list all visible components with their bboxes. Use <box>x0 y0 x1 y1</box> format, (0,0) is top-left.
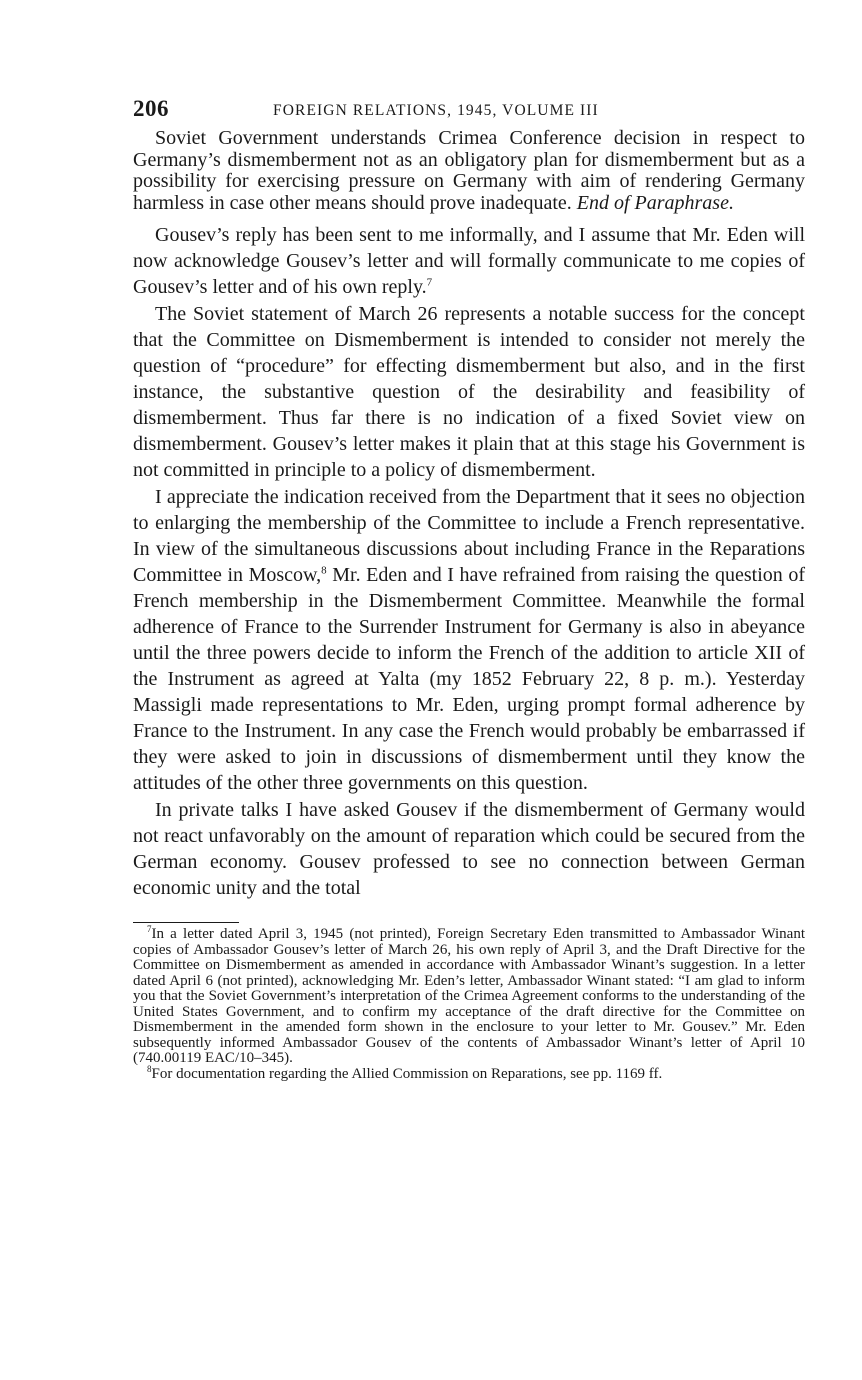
quoted-paraphrase <box>133 128 805 214</box>
footnotes <box>133 924 805 1082</box>
paragraph-text-continued: Mr. Eden and I have refrained from raising the question of French membership in the Dismemberment Committee. Meanwhile the formal adherence of France to the Surrender Instrument for Germany is also in abeyance until the three powers decide to inform the French of the addition to article XII of the Instrument as agreed at Yalta (my 1852 February 22, 8 p. m.). Yesterday Massigli made representations to Mr. Eden, urging prompt formal adherence by France to the Instrument. In any case the French would probably be embarrassed if they were asked to join in discussions of dismemberment until they know the attitudes of the other three governments on this question. <box>133 564 805 794</box>
paragraph-french-representative <box>133 484 805 796</box>
footnote-text: For documentation regarding the Allied Commission on Reparations, see pp. 1169 ff. <box>151 1065 663 1082</box>
footnote-7 <box>133 924 805 1067</box>
paragraph-text: Gousev’s reply has been sent to me informally, and I assume that Mr. Eden will now acknowledge Gousev’s letter and will formally communicate to me copies of Gousev’s letter and of his own reply. <box>133 224 805 298</box>
document-page <box>133 96 805 1082</box>
quote-text: Soviet Government understands Crimea Conference decision in respect to Germany’s dismemberment not as an obligatory plan for dismemberment but as a possibility for exercising pressure on Germany with aim of rendering Germany harmless in case other means should prove inadequate. <box>133 127 805 214</box>
paragraph-private-talks <box>133 797 805 901</box>
body-text <box>133 128 805 901</box>
footnote-mark: 8 <box>147 1063 152 1074</box>
end-of-paraphrase-marker: End of Paraphrase. <box>576 191 734 214</box>
footnote-8 <box>133 1063 805 1083</box>
running-title: FOREIGN RELATIONS, 1945, VOLUME III <box>273 102 599 119</box>
page-header <box>133 96 805 128</box>
paragraph-text: In private talks I have asked Gousev if the dismemberment of Germany would not react unfavorably on the amount of reparation which could be secured from the German economy. Gousev professed to see no connection between German economic unity and the total <box>133 799 805 899</box>
paragraph-gousev-reply <box>133 222 805 300</box>
paragraph-soviet-statement <box>133 301 805 483</box>
paragraph-text: I appreciate the indication received from the Department that it sees no objection to enlarging the membership of the Committee to include a French representative. In view of the simultaneous discussions about including France in the Reparations Committee in Moscow, <box>133 486 805 586</box>
footnote-mark: 7 <box>147 924 152 934</box>
footnote-divider <box>133 922 239 923</box>
footnote-reference: 8 <box>321 564 327 577</box>
page-number: 206 <box>133 96 169 121</box>
footnote-text: In a letter dated April 3, 1945 (not printed), Foreign Secretary Eden transmitted to Ambassador Winant copies of Ambassador Gousev’s letter of March 26, his own reply of April 3, and the Draft Directive for the Committee on Dismemberment as amended in accordance with Ambassador Winant’s suggestion. In a letter dated April 6 (not printed), acknowledging Mr. Eden’s letter, Ambassador Winant stated: “I am glad to inform you that the Soviet Government’s interpretation of the Crimea Agreement conforms to the understanding of the United States Government, and to confirm my acceptance of the draft directive for the Committee on Dismemberment in the amended form shown in the enclosure to your letter to Mr. Gousev.” Mr. Eden subsequently informed Ambassador Gousev of the contents of Ambassador Winant’s letter of April 10 (740.00119 EAC/10–345). <box>133 926 805 1066</box>
footnote-reference: 7 <box>426 276 433 289</box>
paragraph-text: The Soviet statement of March 26 represents a notable success for the concept that the Committee on Dismemberment is intended to consider not merely the question of “procedure” for effecting dismemberment but also, and in the first instance, the substantive question of the desirability and feasibility of dismemberment. Thus far there is no indication of a fixed Soviet view on dismemberment. Gousev’s letter makes it plain that at this stage his Government is not committed in principle to a policy of dismemberment. <box>133 303 805 481</box>
